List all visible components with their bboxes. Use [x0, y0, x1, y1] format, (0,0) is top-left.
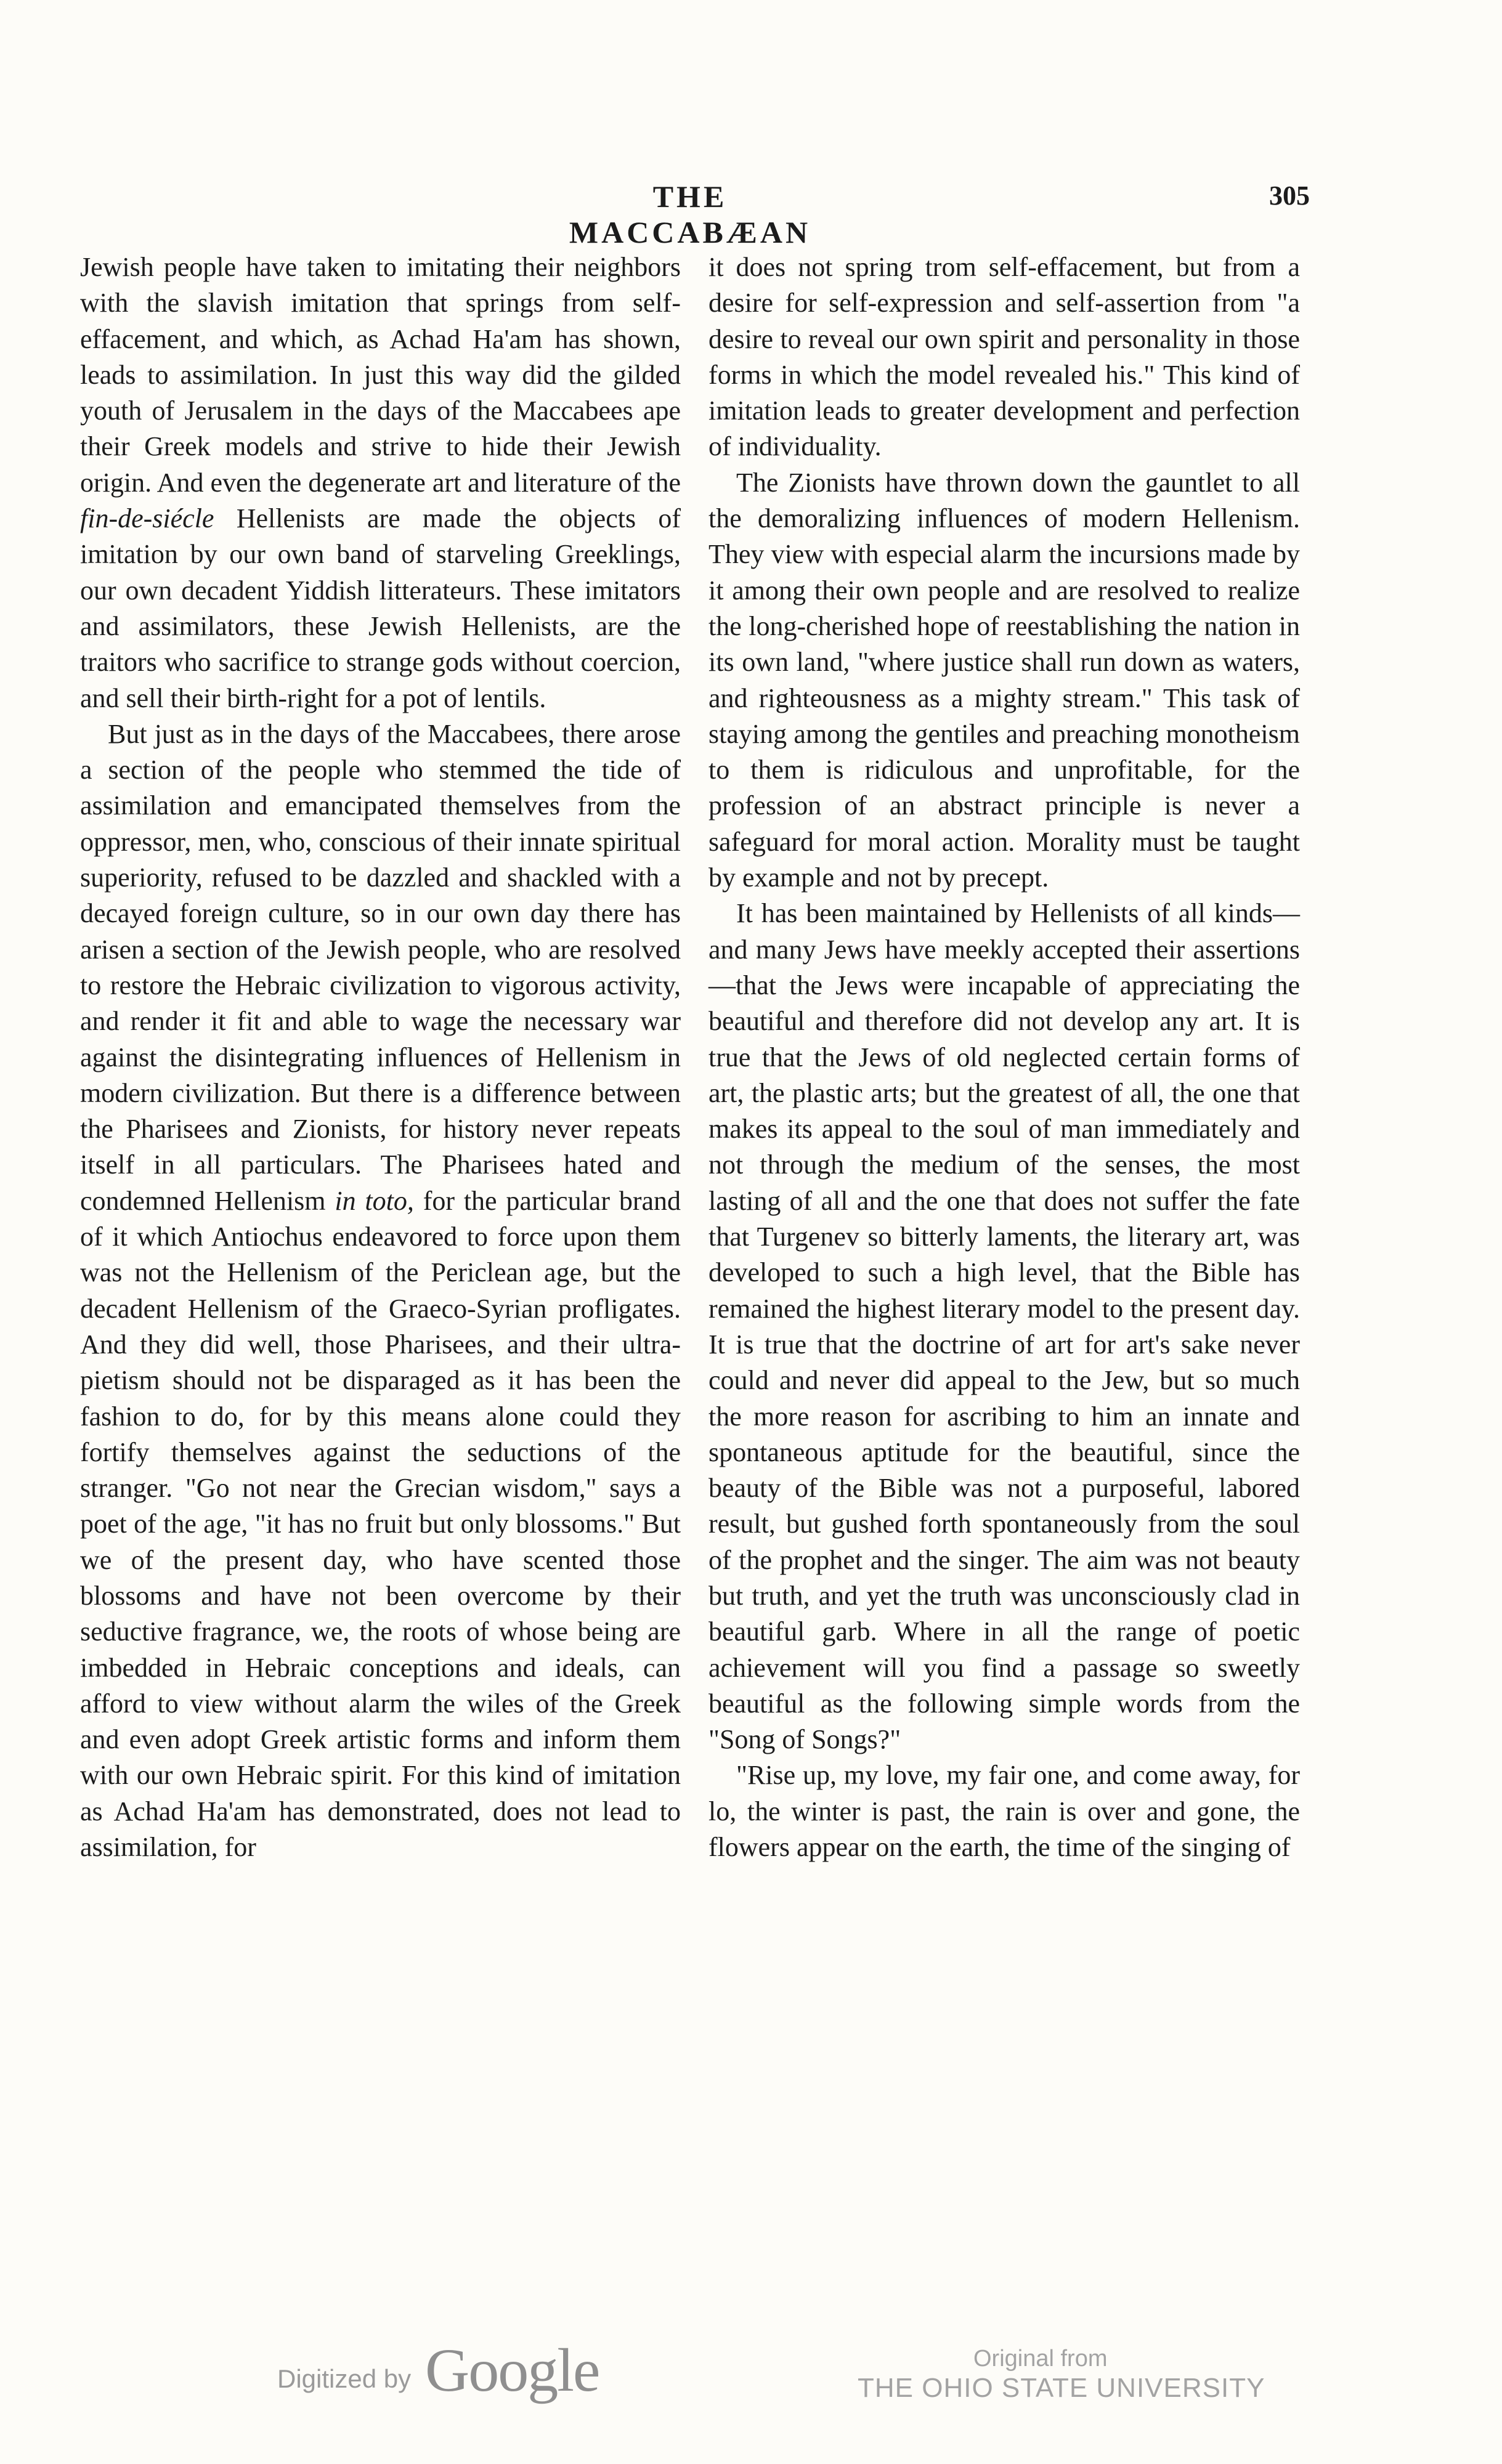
paragraph: "Rise up, my love, my fair one, and come away, for lo, the winter is past, the rain is over and gone, the flowers appear on the earth, the time of the singing of: [708, 1760, 1300, 1863]
paragraph: The Zionists have thrown down the gauntlet to all the demoralizing influences of modern Hellenism. They view with especial alarm the incursions made by it among their own people and are resolved to realize the long-cherished hope of reestablishing the nation in its own land, "where justice shall run down as waters, and righteousness as a mighty stream." This task of staying among the gentiles and preaching monotheism to them is ridiculous and unprofitable, for the profession of an abstract principle is never a safeguard for moral action. Morality must be taught by example and not by precept.: [708, 467, 1300, 893]
paragraph-text: But just as in the days of the Maccabees, there arose a section of the people who stemmed the tide of assimilation and emancipated themselves from the oppressor, men, who, conscious of their innate spiritual superiority, refused to be dazzled and shackled with a decayed foreign culture, so in our own day there has arisen a section of the Jewish people, who are resolved to restore the Hebraic civilization to vigorous activity, and render it fit and able to wage the necessary war against the disintegrating influences of Hellenism in modern civilization. But there is a difference between the Pharisees and Zionists, for history never repeats itself in all particulars. The Pharisees hated and condemned Hellenism: [80, 718, 681, 1216]
google-logo: Google: [425, 2336, 599, 2404]
university-text: THE OHIO STATE UNIVERSITY: [858, 2373, 1265, 2403]
paragraph-text: Hellenists are made the objects of imitation by our own band of starveling Greeklings, our own decadent Yiddish litterateurs. These imitators and assimilators, these Jewish Hellenists, are the traitors who sacrifice to strange gods without coercion, and sell their birth-right for a pot of lentils.: [80, 503, 681, 713]
paragraph: it does not spring trom self-effacement, but from a desire for self-expression and self-assertion from "a desire to reveal our own spirit and personality in those forms in which the model revealed his." This kind of imitation leads to greater development and perfection of individuality.: [708, 252, 1300, 462]
original-from-text: Original from: [973, 2346, 1108, 2372]
digitization-footer: [0, 2335, 1502, 2421]
italic-phrase: in toto,: [335, 1185, 414, 1216]
digitized-by-text: Digitized by: [277, 2364, 412, 2393]
journal-title: THE MACCABÆAN: [569, 179, 811, 249]
paragraph: It has been maintained by Hellenists of all kinds—and many Jews have meekly accepted their assertions—that the Jews were incapable of appreciating the beautiful and therefore did not develop any art. It is true that the Jews of old neglected certain forms of art, the plastic arts; but the greatest of all, the one that makes its appeal to the soul of man immediately and not through the medium of the senses, the most lasting of all and the one that does not suffer the fate that Turgenev so bitterly laments, the literary art, was developed to such a high level, that the Bible has remained the highest literary model to the present day. It is true that the doctrine of art for art's sake never could and never did appeal to the Jew, but so much the more reason for ascribing to him an innate and spontaneous aptitude for the beautiful, since the beauty of the Bible was not a purposeful, labored result, but gushed forth spontaneously from the soul of the prophet and the singer. The aim was not beauty but truth, and yet the truth was unconsciously clad in beautiful garb. Where in all the range of poetic achievement will you find a passage so sweetly beautiful as the following simple words from the "Song of Songs?": [708, 898, 1300, 1755]
paragraph-text: Jewish people have taken to imitating their neighbors with the slavish imitation that springs from self-effacement, and which, as Achad Ha'am has shown, leads to assimilation. In just this way did the gilded youth of Jerusalem in the days of the Maccabees ape their Greek models and strive to hide their Jewish origin. And even the degenerate art and literature of the: [80, 252, 681, 498]
right-column: [708, 249, 1300, 1865]
paragraph: [80, 716, 681, 1866]
italic-phrase: fin-de-siécle: [80, 503, 214, 534]
running-head: [0, 179, 1502, 249]
page-number: 305: [1269, 180, 1310, 211]
paragraph: [80, 249, 681, 716]
left-column: [80, 249, 681, 1865]
paragraph-text: for the particular brand of it which Antiochus endeavored to force upon them was not the Hellenism of the Periclean age, but the decadent Hellenism of the Graeco-Syrian profligates. And they did well, those Pharisees, and their ultra-pietism should not be disparaged as it has been the fashion to do, for by this means alone could they fortify themselves against the seductions of the stranger. "Go not near the Grecian wisdom," says a poet of the age, "it has no fruit but only blossoms." But we of the present day, who have scented those blossoms and have not been overcome by their seductive fragrance, we, the roots of whose being are imbedded in Hebraic conceptions and ideals, can afford to view without alarm the wiles of the Greek and even adopt Greek artistic forms and inform them with our own Hebraic spirit. For this kind of imitation as Achad Ha'am has demonstrated, does not lead to assimilation, for: [80, 1185, 681, 1863]
